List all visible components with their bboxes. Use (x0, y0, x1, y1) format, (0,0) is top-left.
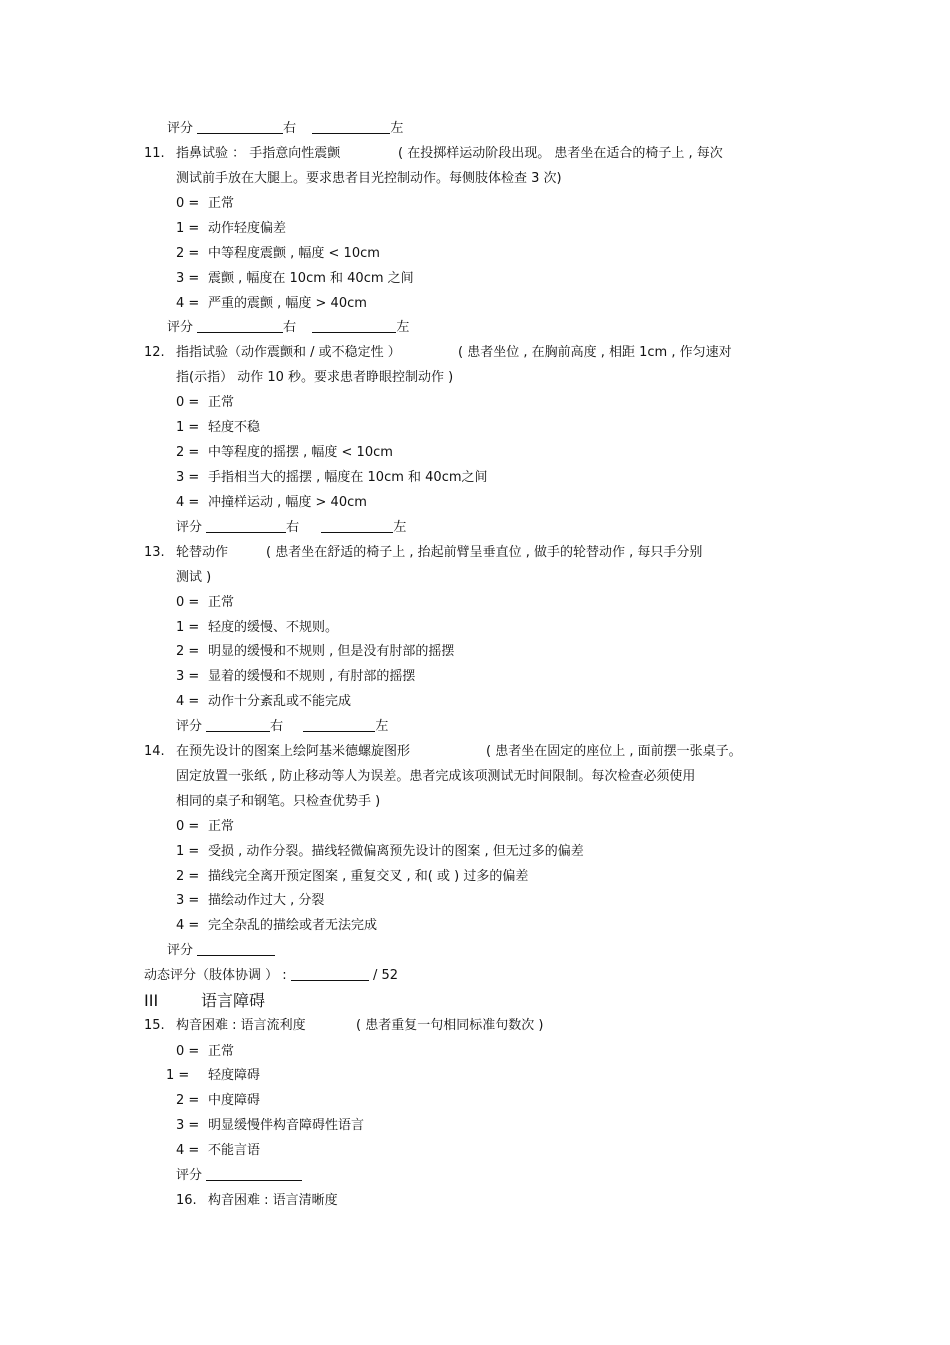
item-13-option-2: 2 = 明显的缓慢和不规则 , 但是没有肘部的摇摆 (176, 644, 455, 659)
item-13-title: 轮替动作 (176, 545, 229, 560)
item-14-option-1: 1 = 受损 , 动作分裂。描线轻微偏离预先设计的图案 , 但无过多的偏差 (176, 844, 584, 859)
score-left-blank[interactable] (321, 520, 393, 533)
right-label: 右 (286, 520, 300, 535)
score-left-blank[interactable] (312, 320, 396, 333)
score-label: 评分 (176, 719, 203, 734)
item-14-title: 在预先设计的图案上绘阿基米德螺旋图形 (176, 744, 411, 759)
score-left-blank[interactable] (312, 121, 390, 134)
score-left-blank[interactable] (303, 719, 375, 732)
item-14-note-cont2: 相同的桌子和钢笔。只检查优势手 ) (176, 794, 381, 809)
score-blank[interactable] (206, 1168, 302, 1181)
dynamic-score-total: / 52 (372, 968, 398, 983)
item-12-option-4: 4 = 冲撞样运动 , 幅度 > 40cm (176, 495, 367, 510)
item-15-option-2: 2 = 中度障碍 (176, 1093, 261, 1108)
score-label: 评分 (167, 943, 194, 958)
item-11-number: 11. (144, 146, 165, 161)
item-15-option-4: 4 = 不能言语 (176, 1143, 261, 1158)
item-15-option-3: 3 = 明显缓慢伴构音障碍性语言 (176, 1118, 365, 1133)
right-label: 右 (283, 121, 297, 136)
score-label: 评分 (176, 520, 203, 535)
item-14-option-4: 4 = 完全杂乱的描绘或者无法完成 (176, 918, 378, 933)
item-12-note: ( 患者坐位 , 在胸前高度 , 相距 1cm , 作匀速对 (458, 345, 732, 360)
score-right-blank[interactable] (206, 719, 270, 732)
score-label: 评分 (167, 121, 194, 136)
dynamic-score-label: 动态评分（肢体协调 ） : (144, 968, 287, 983)
dynamic-score-row (144, 968, 398, 984)
section-3-roman: III (144, 991, 159, 1010)
item-14-option-0: 0 = 正常 (176, 819, 235, 834)
item-11-note: ( 在投掷样运动阶段出现。 患者坐在适合的椅子上 , 每次 (398, 146, 723, 161)
item-14-option-2: 2 = 描线完全离开预定图案 , 重复交叉 , 和( 或 ) 过多的偏差 (176, 869, 529, 884)
item-11-title: 指鼻试验 ： 手指意向性震颤 (176, 146, 341, 161)
item-11-option-2: 2 = 中等程度震颤 , 幅度 < 10cm (176, 246, 380, 261)
item-13-option-0: 0 = 正常 (176, 595, 235, 610)
score-row-item12 (176, 520, 406, 536)
score-blank[interactable] (197, 943, 275, 956)
left-label: 左 (375, 719, 389, 734)
item-11-option-4: 4 = 严重的震颤 , 幅度 > 40cm (176, 296, 367, 311)
item-13-number: 13. (144, 545, 165, 560)
item-12-option-3: 3 = 手指相当大的摇摆 , 幅度在 10cm 和 40cm之间 (176, 470, 488, 485)
item-15-title: 构音困难 : 语言流利度 (176, 1018, 306, 1033)
score-row-item11 (167, 320, 409, 336)
right-label: 右 (270, 719, 284, 734)
item-15-note: ( 患者重复一句相同标准句数次 ) (356, 1018, 544, 1033)
score-row-item13 (176, 719, 388, 735)
item-15-option-0: 0 = 正常 (176, 1044, 235, 1059)
score-right-blank[interactable] (197, 121, 283, 134)
item-11-note-cont: 测试前手放在大腿上。要求患者目光控制动作。每侧肢体检查 3 次) (176, 171, 562, 186)
item-12-option-2: 2 = 中等程度的摇摆 , 幅度 < 10cm (176, 445, 393, 460)
score-row-item10 (167, 121, 403, 137)
item-14-option-3: 3 = 描绘动作过大 , 分裂 (176, 893, 325, 908)
item-16-number: 16. (176, 1193, 197, 1208)
item-16-title: 构音困难 : 语言清晰度 (208, 1193, 338, 1208)
item-11-option-3: 3 = 震颤 , 幅度在 10cm 和 40cm 之间 (176, 271, 414, 286)
item-13-option-3: 3 = 显着的缓慢和不规则 , 有肘部的摇摆 (176, 669, 416, 684)
item-14-note-cont: 固定放置一张纸 , 防止移动等人为误差。患者完成该项测试无时间限制。每次检查必须使用 (176, 769, 696, 784)
item-12-number: 12. (144, 345, 165, 360)
score-label: 评分 (176, 1168, 203, 1183)
score-label: 评分 (167, 320, 194, 335)
left-label: 左 (396, 320, 410, 335)
item-12-option-0: 0 = 正常 (176, 395, 235, 410)
item-11-option-0: 0 = 正常 (176, 196, 235, 211)
item-13-option-1: 1 = 轻度的缓慢、不规则。 (176, 620, 339, 635)
score-row-item14 (167, 943, 275, 959)
section-3-title: 语言障碍 (201, 991, 266, 1010)
left-label: 左 (393, 520, 407, 535)
item-11-option-1: 1 = 动作轻度偏差 (176, 221, 287, 236)
item-13-option-4: 4 = 动作十分紊乱或不能完成 (176, 694, 352, 709)
score-right-blank[interactable] (206, 520, 286, 533)
item-14-number: 14. (144, 744, 165, 759)
item-15-number: 15. (144, 1018, 165, 1033)
item-12-option-1: 1 = 轻度不稳 (176, 420, 261, 435)
item-12-note-cont: 指(示指） 动作 10 秒。要求患者睁眼控制动作 ) (176, 370, 454, 385)
dynamic-score-blank[interactable] (291, 968, 369, 981)
item-13-note-cont: 测试 ) (176, 570, 212, 585)
item-13-note: ( 患者坐在舒适的椅子上 , 抬起前臂呈垂直位 , 做手的轮替动作 , 每只手分别 (266, 545, 703, 560)
item-14-note: ( 患者坐在固定的座位上 , 面前摆一张桌子。 (486, 744, 742, 759)
item-12-title: 指指试验（动作震颤和 / 或不稳定性 ） (176, 345, 401, 360)
score-right-blank[interactable] (197, 320, 283, 333)
score-row-item15 (176, 1168, 302, 1184)
right-label: 右 (283, 320, 297, 335)
left-label: 左 (390, 121, 404, 136)
item-15-option-1: 1 = 轻度障碍 (166, 1068, 261, 1083)
